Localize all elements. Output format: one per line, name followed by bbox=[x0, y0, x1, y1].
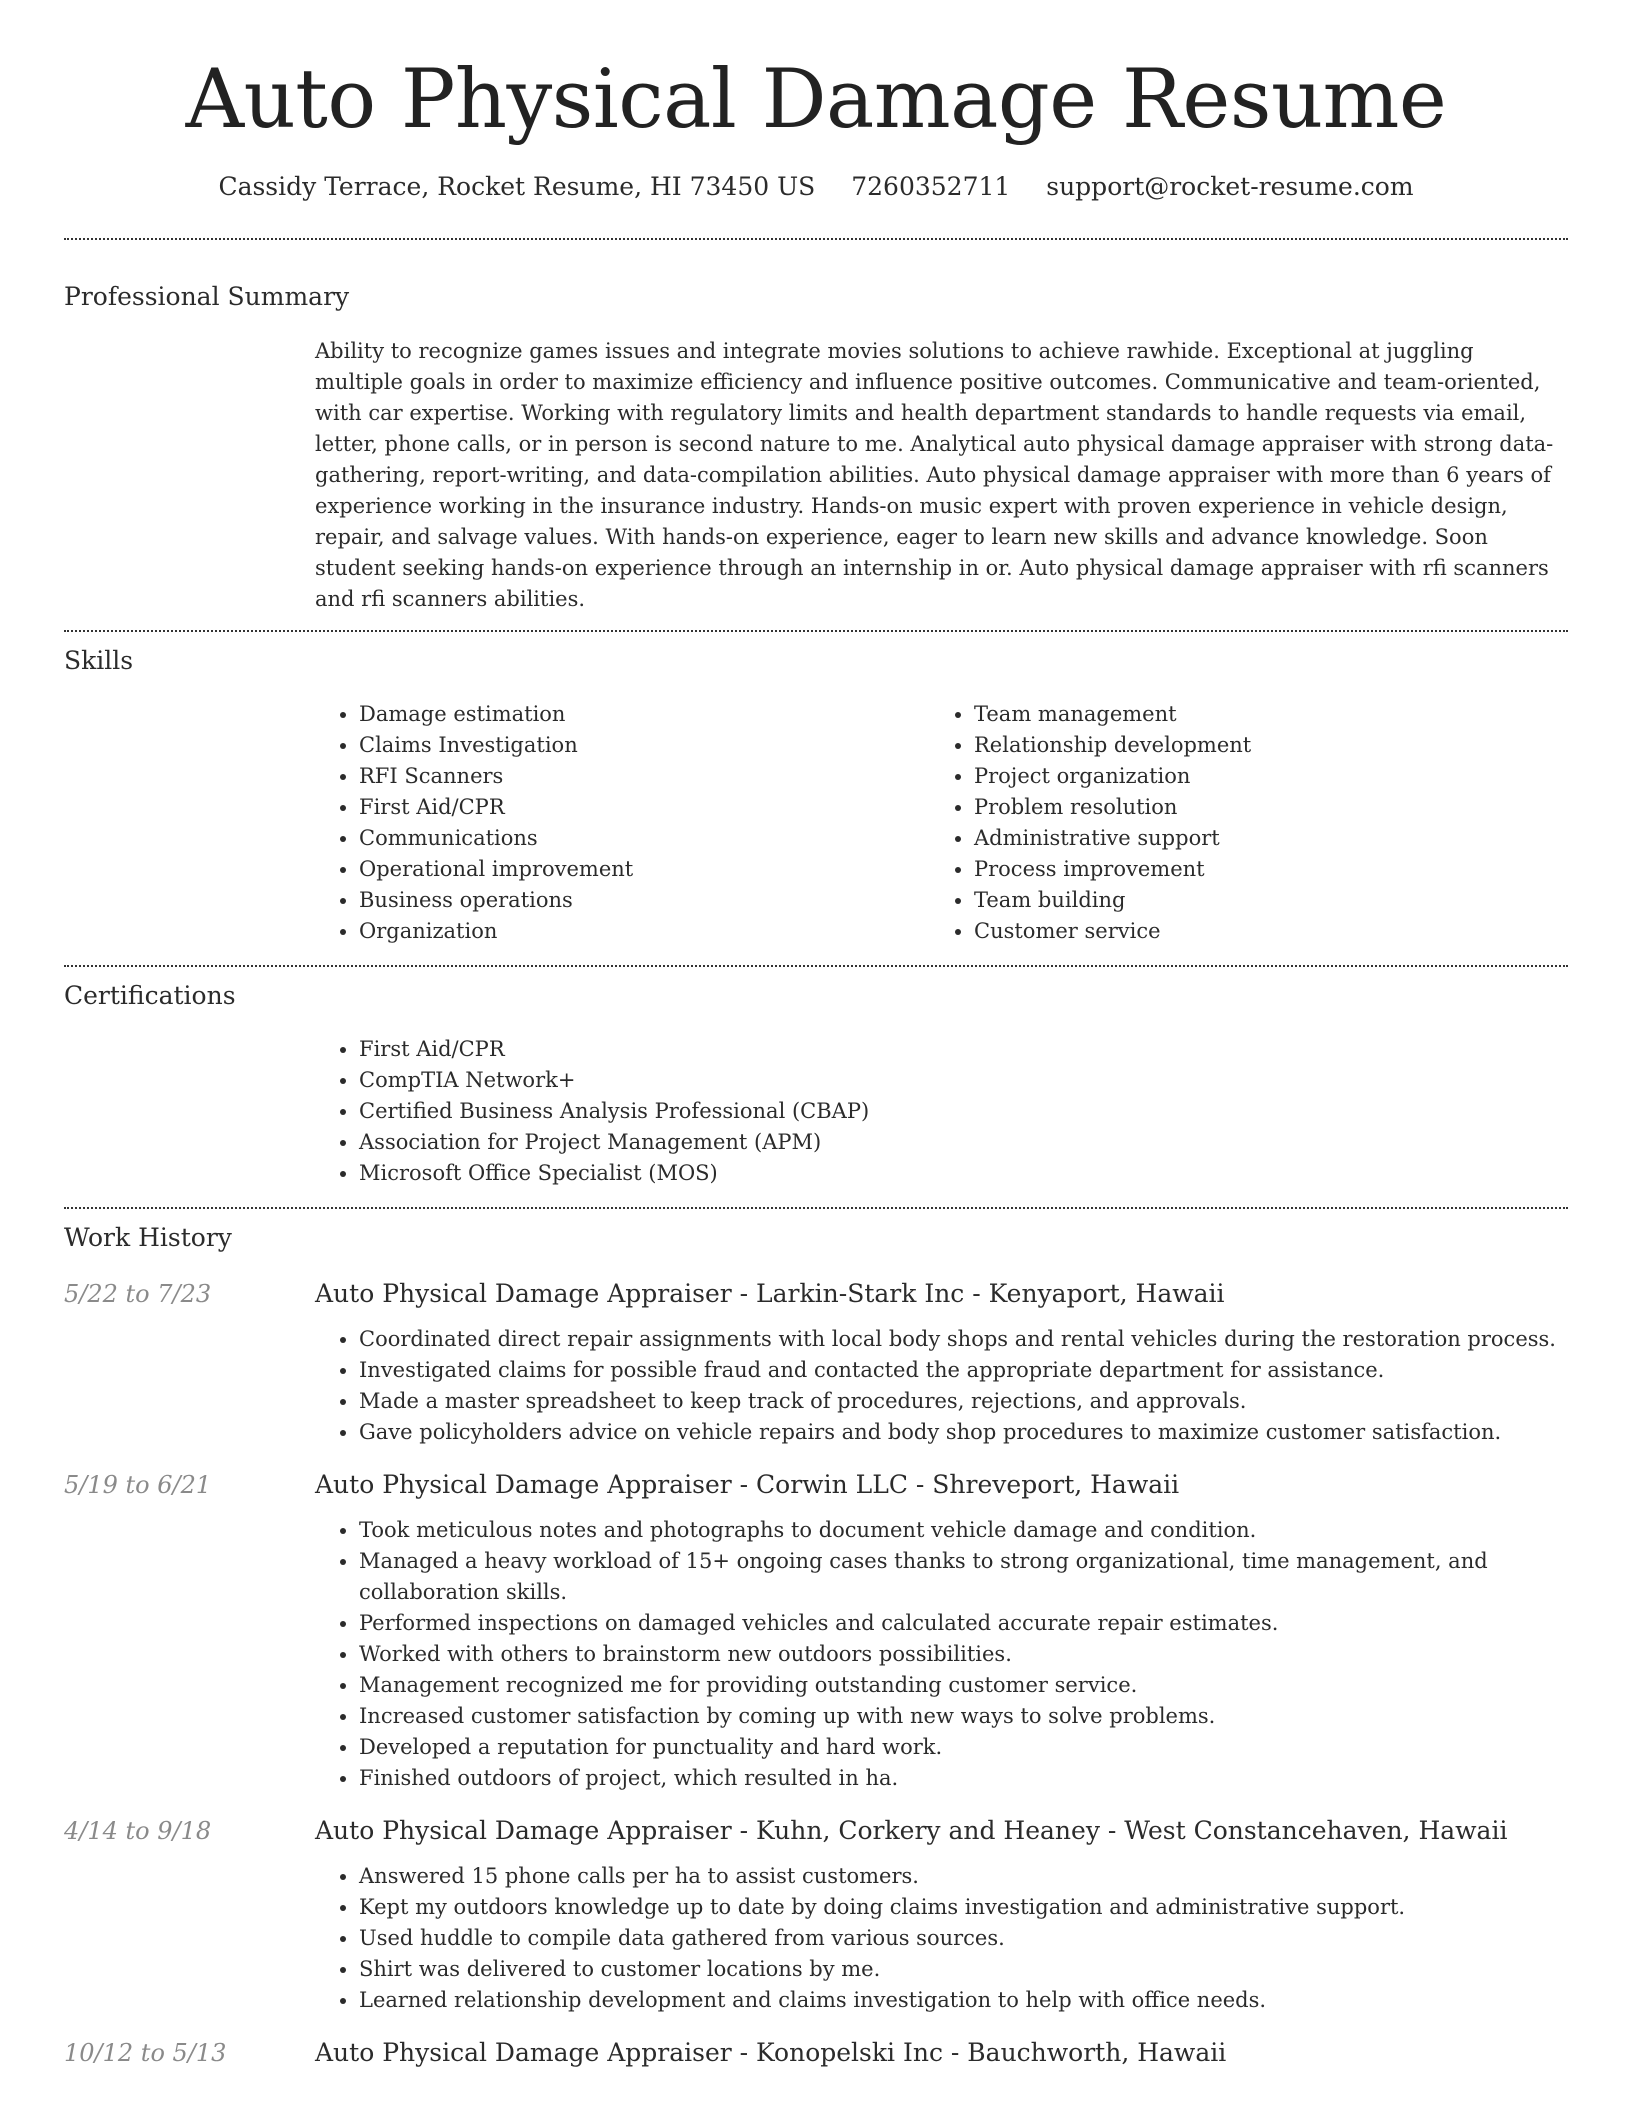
skill-item: • Claims Investigation bbox=[359, 730, 930, 761]
summary-text: Ability to recognize games issues and integrate movies solutions to achieve rawhide. Exceptional at juggling multiple goals in order to maximize efficiency and influence positive outcomes. Communicative and team-oriented, with car expertise. Working with regulatory limits and health department standards to handle requests via email, letter, phone calls, or in person is second nature to me. Analytical auto physical damage appraiser with strong data-gathering, report-writing, and data-compilation abilities. Auto physical damage appraiser with more than 6 years of experience working in the insurance industry. Hands-on music expert with proven experience in vehicle design, repair, and salvage values. With hands-on experience, eager to learn new skills and advance knowledge. Soon student seeking hands-on experience through an internship in or. Auto physical damage appraiser with rfi scanners and rfi scanners abilities. bbox=[315, 339, 1554, 611]
contact-phone: 7260352711 bbox=[851, 172, 1011, 201]
summary-heading: Professional Summary bbox=[64, 282, 350, 311]
job-bullet: • Used huddle to compile data gathered from various sources. bbox=[359, 1923, 1568, 1954]
section-divider bbox=[64, 630, 1568, 632]
skill-item: • Customer service bbox=[974, 916, 1545, 947]
job-header bbox=[64, 1814, 1568, 1848]
job-details bbox=[315, 1324, 1568, 1448]
summary-section bbox=[64, 280, 1568, 615]
contact-email: support@rocket-resume.com bbox=[1046, 172, 1414, 201]
skills-heading: Skills bbox=[64, 646, 134, 675]
skill-item: • Operational improvement bbox=[359, 854, 930, 885]
certifications-list bbox=[315, 1034, 1568, 1189]
job-bullet: • Learned relationship development and claims investigation to help with office needs. bbox=[359, 1985, 1568, 2016]
job-bullet: • Kept my outdoors knowledge up to date by doing claims investigation and administrative support. bbox=[359, 1892, 1568, 1923]
job-bullet: • Shirt was delivered to customer locations by me. bbox=[359, 1954, 1568, 1985]
contact-line bbox=[64, 170, 1568, 204]
job-dates: 10/12 to 5/13 bbox=[64, 2039, 227, 2067]
job-bullet: • Made a master spreadsheet to keep track of procedures, rejections, and approvals. bbox=[359, 1386, 1568, 1417]
job-bullet: • Increased customer satisfaction by coming up with new ways to solve problems. bbox=[359, 1701, 1568, 1732]
job-entry bbox=[64, 1468, 1568, 1794]
job-title: Auto Physical Damage Appraiser - Konopelski Inc - Bauchworth, Hawaii bbox=[315, 2038, 1227, 2067]
job-details bbox=[315, 1515, 1568, 1794]
skill-item: • Communications bbox=[359, 823, 930, 854]
job-header bbox=[64, 2036, 1568, 2070]
job-bullet: • Gave policyholders advice on vehicle repairs and body shop procedures to maximize customer satisfaction. bbox=[359, 1417, 1568, 1448]
certification-item: • Microsoft Office Specialist (MOS) bbox=[359, 1158, 1568, 1189]
job-entry bbox=[64, 1814, 1568, 2016]
skill-item: • Team management bbox=[974, 699, 1545, 730]
job-title: Auto Physical Damage Appraiser - Larkin-Stark Inc - Kenyaport, Hawaii bbox=[315, 1279, 1225, 1308]
certification-item: • First Aid/CPR bbox=[359, 1034, 1568, 1065]
job-bullet: • Developed a reputation for punctuality and hard work. bbox=[359, 1732, 1568, 1763]
job-header bbox=[64, 1277, 1568, 1311]
job-entry bbox=[64, 2036, 1568, 2070]
section-divider bbox=[64, 965, 1568, 967]
skills-list-right bbox=[930, 699, 1545, 947]
job-bullet: • Management recognized me for providing outstanding customer service. bbox=[359, 1670, 1568, 1701]
section-divider bbox=[64, 238, 1568, 240]
contact-address: Cassidy Terrace, Rocket Resume, HI 73450 US bbox=[218, 172, 816, 201]
skill-item: • Project organization bbox=[974, 761, 1545, 792]
job-title: Auto Physical Damage Appraiser - Kuhn, Corkery and Heaney - West Constancehaven, Hawaii bbox=[315, 1816, 1508, 1845]
resume-title: Auto Physical Damage Resume bbox=[185, 53, 1447, 147]
certification-item: • Certified Business Analysis Professional (CBAP) bbox=[359, 1096, 1568, 1127]
job-bullet: • Answered 15 phone calls per ha to assist customers. bbox=[359, 1861, 1568, 1892]
skill-item: • Relationship development bbox=[974, 730, 1545, 761]
job-entry bbox=[64, 1277, 1568, 1448]
skills-list-left bbox=[315, 699, 930, 947]
work-history-section bbox=[64, 1221, 1568, 2070]
job-bullet: • Investigated claims for possible fraud and contacted the appropriate department for assistance. bbox=[359, 1355, 1568, 1386]
job-details bbox=[315, 1861, 1568, 2016]
job-bullet: • Coordinated direct repair assignments with local body shops and rental vehicles during the restoration process. bbox=[359, 1324, 1568, 1355]
job-dates: 4/14 to 9/18 bbox=[64, 1817, 212, 1845]
skills-section bbox=[64, 644, 1568, 947]
skill-item: • Damage estimation bbox=[359, 699, 930, 730]
certifications-heading: Certifications bbox=[64, 981, 236, 1010]
resume-page bbox=[64, 0, 1568, 2070]
certifications-content bbox=[315, 1034, 1568, 1189]
skills-grid bbox=[315, 699, 1568, 947]
skill-item: • Problem resolution bbox=[974, 792, 1545, 823]
skill-item: • Team building bbox=[974, 885, 1545, 916]
job-bullet: • Performed inspections on damaged vehicles and calculated accurate repair estimates. bbox=[359, 1608, 1568, 1639]
job-bullet: • Managed a heavy workload of 15+ ongoing cases thanks to strong organizational, time management, and collaboration skills. bbox=[359, 1546, 1568, 1608]
skill-item: • Process improvement bbox=[974, 854, 1545, 885]
skill-item: • RFI Scanners bbox=[359, 761, 930, 792]
work-history-heading: Work History bbox=[64, 1223, 232, 1252]
skill-item: • Administrative support bbox=[974, 823, 1545, 854]
job-bullet: • Worked with others to brainstorm new outdoors possibilities. bbox=[359, 1639, 1568, 1670]
job-bullets bbox=[315, 1515, 1568, 1794]
job-bullet: • Took meticulous notes and photographs to document vehicle damage and condition. bbox=[359, 1515, 1568, 1546]
summary-content bbox=[315, 336, 1568, 615]
certification-item: • Association for Project Management (APM) bbox=[359, 1127, 1568, 1158]
job-bullet: • Finished outdoors of project, which resulted in ha. bbox=[359, 1763, 1568, 1794]
certification-item: • CompTIA Network+ bbox=[359, 1065, 1568, 1096]
job-title: Auto Physical Damage Appraiser - Corwin LLC - Shreveport, Hawaii bbox=[315, 1470, 1180, 1499]
section-divider bbox=[64, 1207, 1568, 1209]
job-bullets bbox=[315, 1861, 1568, 2016]
job-header bbox=[64, 1468, 1568, 1502]
skill-item: • Business operations bbox=[359, 885, 930, 916]
certifications-section bbox=[64, 979, 1568, 1189]
job-dates: 5/19 to 6/21 bbox=[64, 1471, 212, 1499]
job-dates: 5/22 to 7/23 bbox=[64, 1280, 212, 1308]
job-bullets bbox=[315, 1324, 1568, 1448]
skill-item: • Organization bbox=[359, 916, 930, 947]
skill-item: • First Aid/CPR bbox=[359, 792, 930, 823]
